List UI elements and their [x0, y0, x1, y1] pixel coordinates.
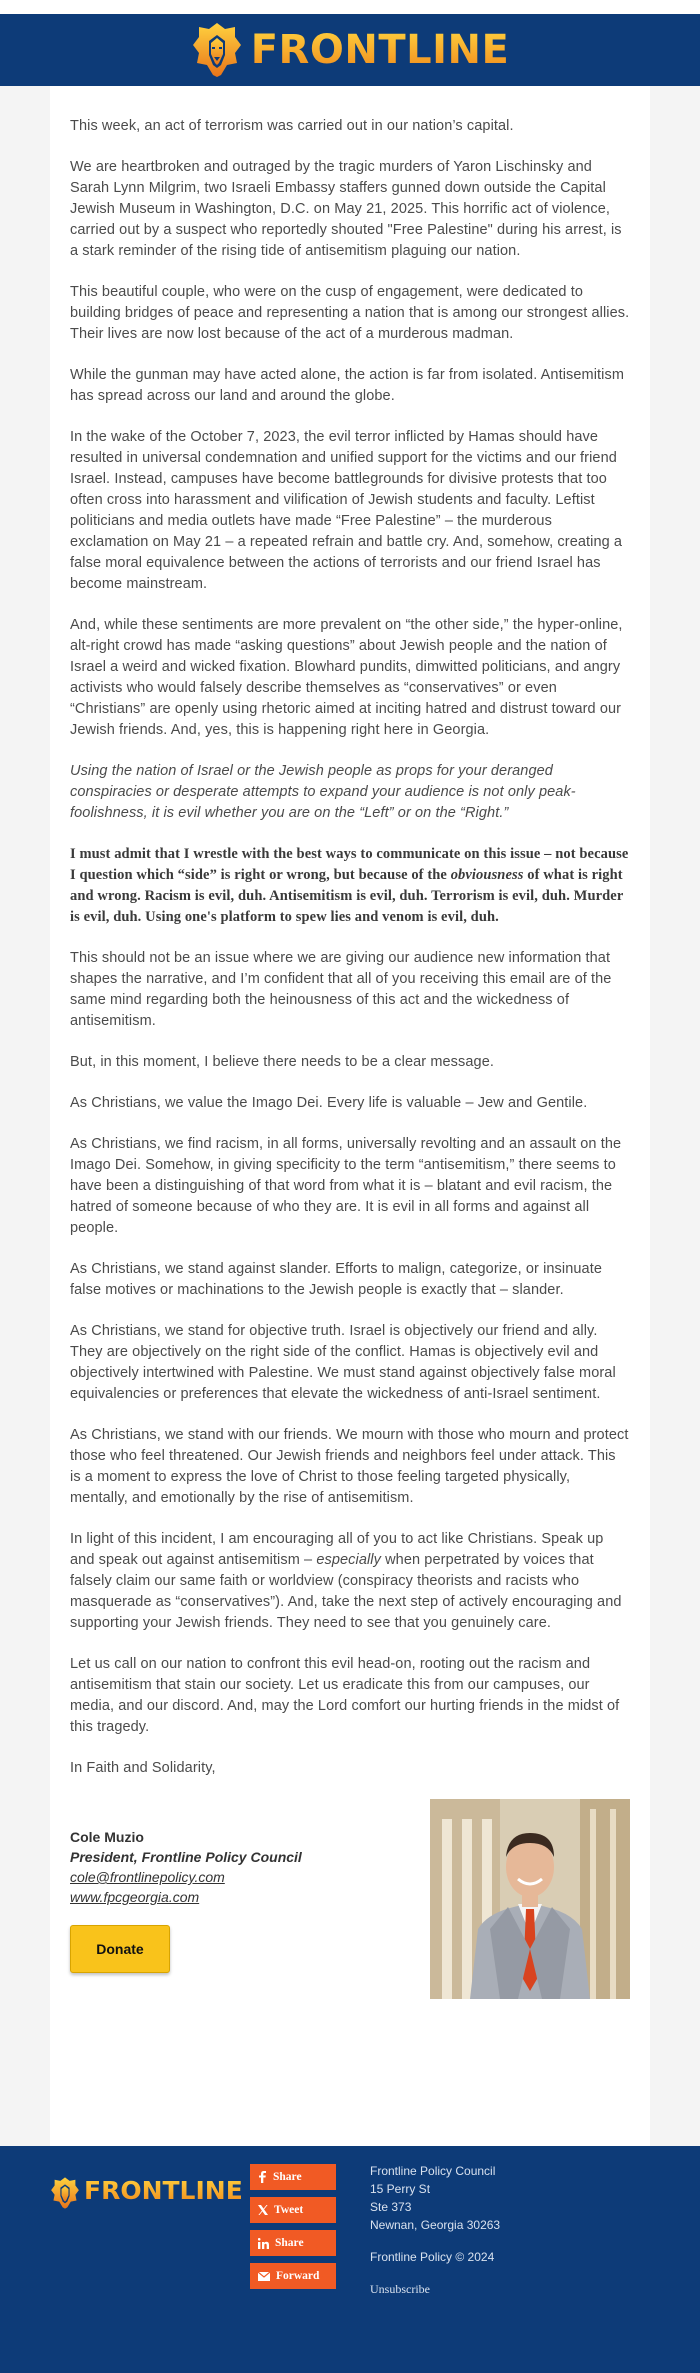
signature-details [70, 1799, 302, 1999]
email-footer [0, 2146, 700, 2373]
forward-email-button[interactable]: Forward [250, 2263, 336, 2289]
emphasis: especially [316, 1552, 381, 1568]
signature-block [70, 1799, 630, 1999]
email-body [50, 86, 650, 2146]
italic-quote: Using the nation of Israel or the Jewish people as props for your deranged conspiracies or desperate attempts to expand your audience is not only peak-foolishness, it is evil whether you are on the “Left” or on the “Right.” [70, 763, 576, 821]
lion-icon [50, 2176, 80, 2210]
footer-wordmark: FRONTLINE [84, 2176, 243, 2205]
footer-logo[interactable] [50, 2162, 250, 2373]
linkedin-icon [258, 2238, 269, 2249]
paragraph: In light of this incident, I am encouraging all of you to act like Christians. Speak up and speak out against antisemitism – especially when perpetrated by voices that falsely claim our same faith or worldview (conspiracy theorists and racists who masquerade as “conservatives”). And, take the next step of actively encouraging and supporting your Jewish friends. They need to see that you genuinely care. [70, 1531, 622, 1631]
bold-paragraph: I must admit that I wrestle with the best ways to communicate on this issue – not because I question which “side” is right or wrong, but because of the obviousness of what is right and wrong. Racism is evil, duh. Antisemitism is evil, duh. Terrorism is evil, duh. Murder is evil, duh. Using one's platform to spew lies and venom is evil, duh. [70, 846, 629, 925]
paragraph: As Christians, we stand against slander. Efforts to malign, categorize, or insinuate false motives or machinations to the Jewish people is exactly that – slander. [70, 1261, 603, 1298]
footer-address [355, 2162, 500, 2373]
paragraph: We are heartbroken and outraged by the tragic murders of Yaron Lischinsky and Sarah Lynn Milgrim, two Israeli Embassy staffers gunned down outside the Capital Jewish Museum in Washington, D.C. on May 21, 2025. This horrific act of violence, carried out by a suspect who reportedly shouted "Free Palestine" during his arrest, is a stark reminder of the rising tide of antisemitism plaguing our nation. [70, 159, 622, 259]
paragraph: As Christians, we stand for objective truth. Israel is objectively our friend and ally. They are objectively on the right side of the conflict. Hamas is objectively evil and objectively intertwined with Palestine. We must stand against objectively false moral equivalencies or preferences that elevate the wickedness of anti-Israel sentiment. [70, 1323, 616, 1402]
paragraph: But, in this moment, I believe there needs to be a clear message. [70, 1054, 495, 1070]
envelope-icon [258, 2272, 270, 2281]
twitter-tweet-button[interactable]: Tweet [250, 2197, 336, 2223]
emphasis: obviousness [450, 867, 524, 883]
paragraph: Let us call on our nation to confront this evil head-on, rooting out the racism and antisemitism that stain our society. Let us eradicate this from our campuses, our media, and our discord. And, may the Lord comfort our hurting friends in the midst of this tragedy. [70, 1656, 620, 1735]
paragraph: This beautiful couple, who were on the cusp of engagement, were dedicated to building bridges of peace and representing a nation that is among our strongest allies. Their lives are now lost because of the act of a murderous madman. [70, 284, 630, 342]
facebook-share-button[interactable]: Share [250, 2164, 336, 2190]
share-buttons [250, 2162, 355, 2373]
donate-button[interactable]: Donate [70, 1925, 170, 1973]
lion-icon [191, 21, 243, 79]
email-header [0, 14, 700, 86]
signer-title: President, Frontline Policy Council [70, 1849, 302, 1865]
paragraph: As Christians, we find racism, in all forms, universally revolting and an assault on the Imago Dei. Somehow, in giving specificity to the term “antisemitism,” there seems to have been a distinguishing of that word from what it is – blatant and evil racism, the hatred of someone because of who they are. It is evil in all forms and against all people. [70, 1136, 622, 1236]
linkedin-share-button[interactable]: Share [250, 2230, 336, 2256]
top-strip [0, 0, 700, 14]
content-background [0, 86, 700, 2146]
signoff: In Faith and Solidarity, [70, 1760, 216, 1776]
org-name: Frontline Policy Council [370, 2164, 496, 2178]
paragraph: As Christians, we value the Imago Dei. Every life is valuable – Jew and Gentile. [70, 1095, 588, 1111]
paragraph: And, while these sentiments are more prevalent on “the other side,” the hyper-online, alt-right crowd has made “asking questions” about Jewish people and the nation of Israel a weird and wicked fixation. Blowhard pundits, dimwitted politicians, and angry activists who would falsely describe themselves as “conservatives” or even “Christians” are openly using rhetoric aimed at inciting hatred and distrust toward our Jewish friends. And, yes, this is happening right here in Georgia. [70, 617, 623, 738]
signer-name: Cole Muzio [70, 1829, 144, 1845]
signer-photo [430, 1799, 630, 1999]
website-link[interactable]: www.fpcgeorgia.com [70, 1889, 200, 1905]
frontline-logo[interactable] [191, 21, 510, 79]
brand-wordmark: FRONTLINE [250, 27, 510, 73]
paragraph: This week, an act of terrorism was carried out in our nation’s capital. [70, 118, 514, 134]
paragraph: As Christians, we stand with our friends. We mourn with those who mourn and protect those who feel threatened. Our Jewish friends and neighbors feel under attack. This is a moment to express the love of Christ to those feeling targeted physically, mentally, and emotionally by the rise of antisemitism. [70, 1427, 629, 1506]
address-line: Ste 373 [370, 2200, 412, 2214]
paragraph: While the gunman may have acted alone, the action is far from isolated. Antisemitism has spread across our land and around the globe. [70, 367, 625, 404]
copyright: Frontline Policy © 2024 [370, 2250, 495, 2264]
facebook-icon [258, 2171, 267, 2183]
paragraph: This should not be an issue where we are giving our audience new information that shapes the narrative, and I’m confident that all of you receiving this email are of the same mind regarding both the heinousness of this act and the wickedness of antisemitism. [70, 950, 612, 1029]
x-icon [258, 2205, 268, 2215]
email-link[interactable]: cole@frontlinepolicy.com [70, 1869, 225, 1885]
paragraph: In the wake of the October 7, 2023, the evil terror inflicted by Hamas should have resulted in universal condemnation and unified support for the victims and our friend Israel. Instead, campuses have become battlegrounds for divisive protests that too often cross into harassment and vilification of Jewish students and faculty. Leftist politicians and media outlets have made “Free Palestine” – the murderous exclamation on May 21 – a repeated refrain and battle cry. And, somehow, creating a false moral equivalence between the actions of terrorists and our friend Israel has become mainstream. [70, 429, 623, 592]
address-line: 15 Perry St [370, 2182, 431, 2196]
unsubscribe-link[interactable]: Unsubscribe [370, 2282, 430, 2296]
address-city: Newnan, Georgia 30263 [370, 2218, 501, 2232]
